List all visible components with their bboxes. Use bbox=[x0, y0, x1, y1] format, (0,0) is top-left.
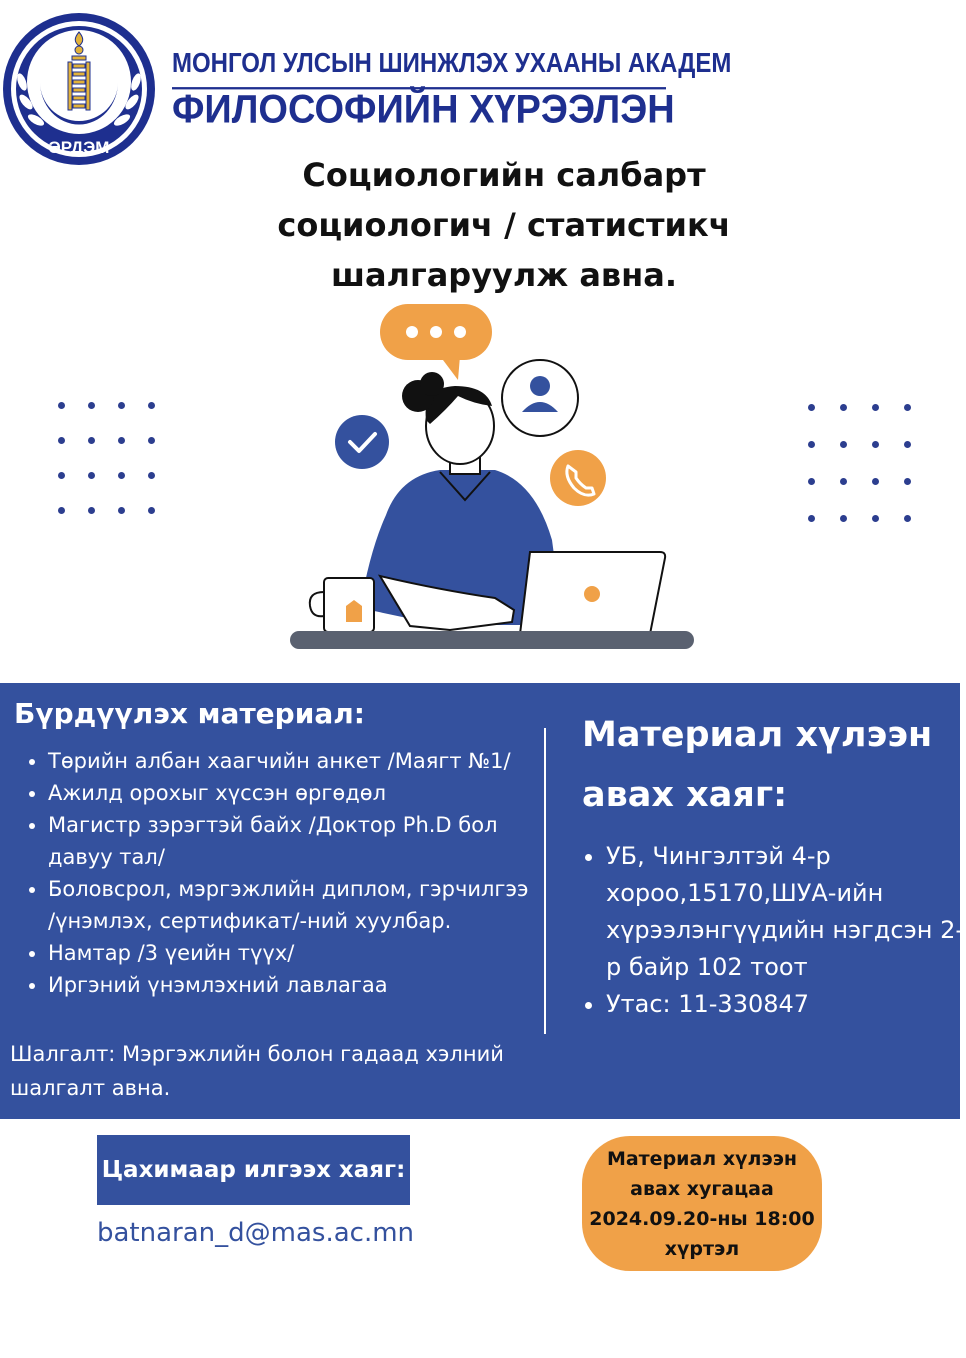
institute-name: ФИЛОСОФИЙН ХҮРЭЭЛЭН bbox=[172, 88, 675, 133]
list-item: • Магистр зэрэгтэй байх /Доктор Ph.D бол давуу тал/ bbox=[48, 809, 538, 873]
mug-icon bbox=[310, 578, 374, 632]
list-item: • Төрийн албан хаагчийн анкет /Маягт №1/ bbox=[48, 745, 538, 777]
address-title: Материал хүлээн авах хаяг: bbox=[582, 715, 933, 815]
list-item: • Намтар /3 үеийн түүх/ bbox=[48, 937, 538, 969]
person-laptop-illustration bbox=[290, 300, 700, 660]
materials-title: Бүрдүүлэх материал: bbox=[14, 697, 365, 730]
org-name: МОНГОЛ УЛСЫН ШИНЖЛЭХ УХААНЫ АКАДЕМ bbox=[172, 48, 666, 89]
logo-text: ЭРДЭМ bbox=[48, 138, 110, 157]
list-item: • УБ, Чингэлтэй 4-р хороо,15170,ШУА-ийн хүрээлэнгүүдийн нэгдсэн 2-р байр 102 тоот bbox=[606, 838, 966, 986]
headline-line-2: социологич / статистикч bbox=[277, 206, 731, 244]
user-icon bbox=[502, 360, 578, 436]
section-divider bbox=[544, 728, 546, 1034]
deadline-line-2: авах хугацаа bbox=[630, 1177, 774, 1200]
email-link[interactable]: batnaran_d@mas.ac.mn bbox=[97, 1218, 415, 1248]
headline-line-1: Социологийн салбарт bbox=[302, 156, 706, 194]
phone-icon bbox=[550, 450, 606, 506]
dot-grid-right bbox=[808, 404, 912, 522]
address-list bbox=[582, 838, 966, 1023]
email-label: Цахимаар илгээх хаяг: bbox=[97, 1135, 410, 1205]
chat-bubble-icon bbox=[380, 304, 492, 380]
list-item: • Ажилд орохыг хүссэн өргөдөл bbox=[48, 777, 538, 809]
list-item: • Иргэний үнэмлэхний лавлагаа bbox=[48, 969, 538, 1001]
headline-line-3: шалгаруулж авна. bbox=[330, 256, 678, 294]
exam-note: Шалгалт: Мэргэжлийн болон гадаад хэлний шалгалт авна. bbox=[10, 1042, 504, 1100]
check-icon bbox=[335, 415, 389, 469]
list-item: • Утас: 11-330847 bbox=[606, 986, 966, 1023]
deadline-line-1: Материал хүлээн bbox=[606, 1147, 798, 1170]
academy-logo bbox=[0, 10, 158, 168]
info-section bbox=[0, 683, 964, 1119]
materials-list bbox=[22, 745, 538, 1001]
deadline-badge bbox=[582, 1136, 822, 1271]
deadline-line-3: 2024.09.20-ны 18:00 bbox=[589, 1207, 815, 1230]
deadline-line-4: хүртэл bbox=[664, 1237, 740, 1260]
page-title bbox=[230, 150, 778, 300]
dot-grid-left bbox=[58, 402, 158, 514]
list-item: • Боловсрол, мэргэжлийн диплом, гэрчилгээ /үнэмлэх, сертификат/-ний хуулбар. bbox=[48, 873, 538, 937]
